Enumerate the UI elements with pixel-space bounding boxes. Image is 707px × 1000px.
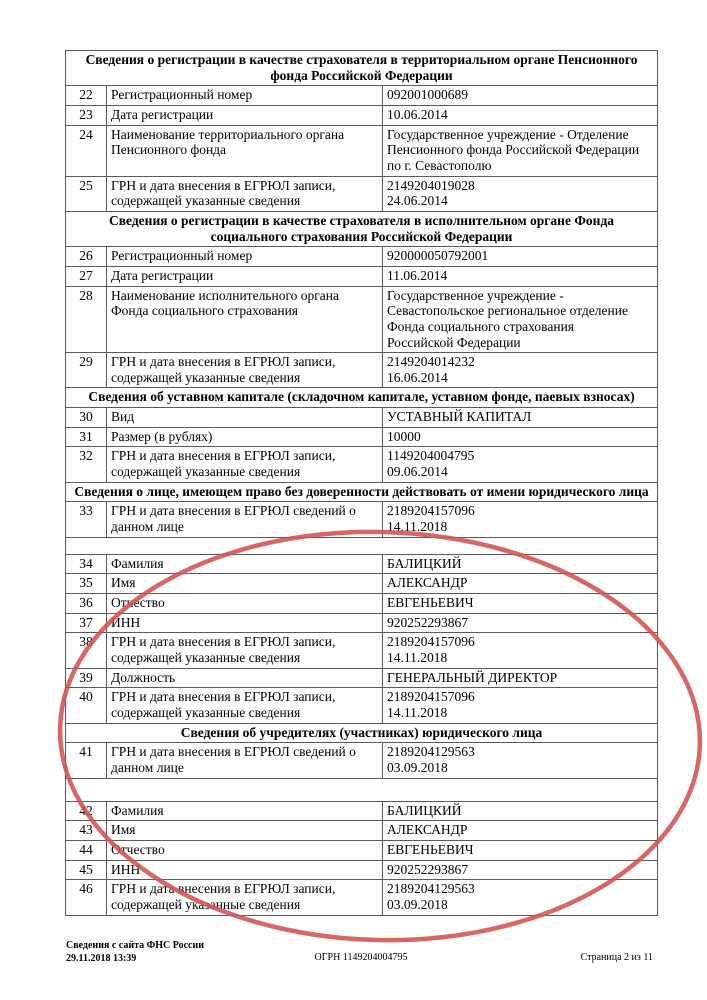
value-line: 2189204157096 — [387, 503, 475, 519]
value-line: 14.11.2018 — [387, 519, 448, 535]
value-line: Государственное учреждение - Отделение — [387, 126, 629, 142]
row-label-cell: ГРН и дата внесения в ЕГРЮЛ записи, содержащей указанные сведения — [107, 447, 383, 482]
value-line: 14.11.2018 — [387, 704, 448, 720]
row-value-cell — [383, 821, 658, 841]
footer-source-line1: Сведения с сайта ФНС России — [66, 940, 205, 951]
section-header-row — [66, 211, 658, 246]
value-line: 2149204019028 — [387, 177, 475, 193]
value-line: Государственное учреждение - — [387, 287, 564, 303]
row-label-cell: Отчество — [107, 840, 383, 860]
row-number-cell: 44 — [66, 840, 107, 860]
value-line: ЕВГЕНЬЕВИЧ — [387, 595, 474, 611]
row-number-cell: 34 — [66, 554, 107, 574]
section-header-text: Сведения о лице, имеющем право без доверенности действовать от имени юридического лица — [66, 482, 658, 502]
row-value-cell — [383, 247, 658, 267]
value-line: АЛЕКСАНДР — [387, 575, 468, 591]
value-line: 2189204129563 — [387, 744, 475, 760]
row-number-cell: 35 — [66, 574, 107, 594]
value-line: Пенсионного фонда Российской Федерации — [387, 142, 640, 158]
row-number-cell: 43 — [66, 821, 107, 841]
table-row — [66, 880, 658, 915]
section-header-row — [66, 482, 658, 502]
row-value-cell — [383, 86, 658, 106]
value-line: 10000 — [387, 428, 421, 444]
table-row — [66, 668, 658, 688]
value-line: 14.11.2018 — [387, 650, 448, 665]
value-line: 03.09.2018 — [387, 896, 448, 912]
section-header-row — [66, 388, 658, 408]
table-row — [66, 574, 658, 594]
value-line: 092001000689 — [387, 87, 468, 103]
row-value-cell — [383, 427, 658, 447]
row-number-cell: 24 — [66, 125, 107, 176]
row-label-cell: ИНН — [107, 860, 383, 880]
row-label-cell: ГРН и дата внесения в ЕГРЮЛ записи, содержащей указанные сведения — [107, 688, 383, 723]
row-value-cell — [383, 594, 658, 614]
table-row — [66, 266, 658, 286]
table-row — [66, 613, 658, 633]
value-line: УСТАВНЫЙ КАПИТАЛ — [387, 409, 532, 425]
table-row — [66, 176, 658, 211]
row-value-cell — [383, 801, 658, 821]
value-line: АЛЕКСАНДР — [387, 822, 468, 838]
row-label-cell: Дата регистрации — [107, 266, 383, 286]
row-label-cell: Наименование территориального органа Пенсионного фонда — [107, 125, 383, 176]
row-value-cell — [383, 613, 658, 633]
spacer-row — [66, 537, 658, 554]
row-number-cell: 46 — [66, 880, 107, 915]
row-label-cell: Вид — [107, 408, 383, 428]
row-value-cell — [383, 554, 658, 574]
row-value-cell — [383, 502, 658, 537]
row-value-cell — [383, 688, 658, 723]
value-line: по г. Севастополю — [387, 157, 492, 173]
row-label-cell: Регистрационный номер — [107, 86, 383, 106]
value-line: 09.06.2014 — [387, 464, 448, 480]
table-row — [66, 801, 658, 821]
row-value-cell — [383, 125, 658, 176]
section-header-text: Сведения о регистрации в качестве страхователя в территориальном органе Пенсионного фонда Российской Федерации — [66, 51, 658, 86]
table-row — [66, 594, 658, 614]
row-number-cell: 29 — [66, 353, 107, 388]
spacer-cell — [66, 778, 658, 801]
row-value-cell — [383, 353, 658, 388]
table-row — [66, 502, 658, 537]
value-line: 2189204157096 — [387, 689, 475, 705]
value-line: 2189204129563 — [387, 881, 475, 897]
row-label-cell: Имя — [107, 574, 383, 594]
row-number-cell: 33 — [66, 502, 107, 537]
table-row — [66, 86, 658, 106]
table-row — [66, 633, 658, 668]
row-value-cell — [383, 574, 658, 594]
registry-table — [65, 50, 658, 916]
table-row — [66, 554, 658, 574]
table-row — [66, 447, 658, 482]
row-number-cell: 26 — [66, 247, 107, 267]
table-row — [66, 105, 658, 125]
value-line: 920252293867 — [387, 614, 468, 630]
value-line: 2149204014232 — [387, 354, 475, 370]
row-label-cell: Фамилия — [107, 554, 383, 574]
row-label-cell: Отчество — [107, 594, 383, 614]
row-number-cell: 31 — [66, 427, 107, 447]
row-number-cell: 45 — [66, 860, 107, 880]
row-number-cell: 27 — [66, 266, 107, 286]
section-header-row — [66, 723, 658, 743]
table-row — [66, 125, 658, 176]
row-label-cell: Фамилия — [107, 801, 383, 821]
row-value-cell — [383, 447, 658, 482]
row-number-cell: 23 — [66, 105, 107, 125]
table-row — [66, 743, 658, 778]
footer-source-datetime: 29.11.2018 13:39 — [66, 952, 137, 964]
spacer-cell — [66, 537, 658, 554]
row-label-cell: Наименование исполнительного органа Фонда социального страхования — [107, 286, 383, 353]
row-value-cell — [383, 880, 658, 915]
row-value-cell — [383, 286, 658, 353]
table-row — [66, 840, 658, 860]
row-value-cell — [383, 743, 658, 778]
row-label-cell: ГРН и дата внесения в ЕГРЮЛ записи, содержащей указанные сведения — [107, 633, 383, 668]
value-line: ГЕНЕРАЛЬНЫЙ ДИРЕКТОР — [387, 669, 558, 685]
table-row — [66, 408, 658, 428]
row-number-cell: 28 — [66, 286, 107, 353]
row-number-cell: 41 — [66, 743, 107, 778]
value-line: 2189204157096 — [387, 634, 475, 650]
table-row — [66, 688, 658, 723]
value-line: 920252293867 — [387, 861, 468, 877]
value-line: Фонда социального страхования — [387, 318, 575, 334]
table-row — [66, 286, 658, 353]
value-line: 920000050792001 — [387, 248, 489, 264]
row-label-cell: ГРН и дата внесения в ЕГРЮЛ записи, содержащей указанные сведения — [107, 176, 383, 211]
table-row — [66, 427, 658, 447]
row-label-cell: ГРН и дата внесения в ЕГРЮЛ записи, содержащей указанные сведения — [107, 353, 383, 388]
table-row — [66, 353, 658, 388]
row-label-cell: Имя — [107, 821, 383, 841]
row-value-cell — [383, 840, 658, 860]
value-line: Российской Федерации — [387, 334, 521, 350]
row-value-cell — [383, 633, 658, 668]
value-line: 16.06.2014 — [387, 369, 448, 385]
footer-page-number: Страница 2 из 11 — [580, 952, 653, 963]
row-value-cell — [383, 668, 658, 688]
row-value-cell — [383, 105, 658, 125]
value-line: БАЛИЦКИЙ — [387, 555, 462, 571]
section-header-text: Сведения об уставном капитале (складочном капитале, уставном фонде, паевых взносах) — [66, 388, 658, 408]
row-number-cell: 37 — [66, 613, 107, 633]
row-number-cell: 25 — [66, 176, 107, 211]
footer-ogrn: ОГРН 1149204004795 — [314, 952, 408, 963]
row-number-cell: 40 — [66, 688, 107, 723]
value-line: 03.09.2018 — [387, 759, 448, 775]
spacer-row — [66, 778, 658, 801]
section-header-row — [66, 51, 658, 86]
row-value-cell — [383, 176, 658, 211]
row-number-cell: 36 — [66, 594, 107, 614]
row-value-cell — [383, 266, 658, 286]
row-number-cell: 39 — [66, 668, 107, 688]
value-line: 11.06.2014 — [387, 267, 448, 283]
row-label-cell: Дата регистрации — [107, 105, 383, 125]
value-line: Севастопольское региональное отделение — [387, 303, 628, 319]
value-line: 1149204004795 — [387, 448, 475, 464]
table-row — [66, 821, 658, 841]
row-label-cell: ГРН и дата внесения в ЕГРЮЛ сведений о данном лице — [107, 502, 383, 537]
value-line: 24.06.2014 — [387, 193, 448, 209]
value-line: 10.06.2014 — [387, 106, 448, 122]
row-label-cell: Регистрационный номер — [107, 247, 383, 267]
row-label-cell: Размер (в рублях) — [107, 427, 383, 447]
row-number-cell: 30 — [66, 408, 107, 428]
row-number-cell: 32 — [66, 447, 107, 482]
section-header-text: Сведения о регистрации в качестве страхователя в исполнительном органе Фонда социального страхования Российской Федерации — [66, 211, 658, 246]
value-line: БАЛИЦКИЙ — [387, 802, 462, 818]
row-label-cell: ГРН и дата внесения в ЕГРЮЛ сведений о данном лице — [107, 743, 383, 778]
row-number-cell: 42 — [66, 801, 107, 821]
row-value-cell — [383, 860, 658, 880]
table-row — [66, 247, 658, 267]
row-number-cell: 38 — [66, 633, 107, 668]
table-row — [66, 860, 658, 880]
section-header-text: Сведения об учредителях (участниках) юридического лица — [66, 723, 658, 743]
row-label-cell: Должность — [107, 668, 383, 688]
row-number-cell: 22 — [66, 86, 107, 106]
value-line: ЕВГЕНЬЕВИЧ — [387, 841, 474, 857]
row-label-cell: ГРН и дата внесения в ЕГРЮЛ записи, содержащей указанные сведения — [107, 880, 383, 915]
row-value-cell — [383, 408, 658, 428]
row-label-cell: ИНН — [107, 613, 383, 633]
